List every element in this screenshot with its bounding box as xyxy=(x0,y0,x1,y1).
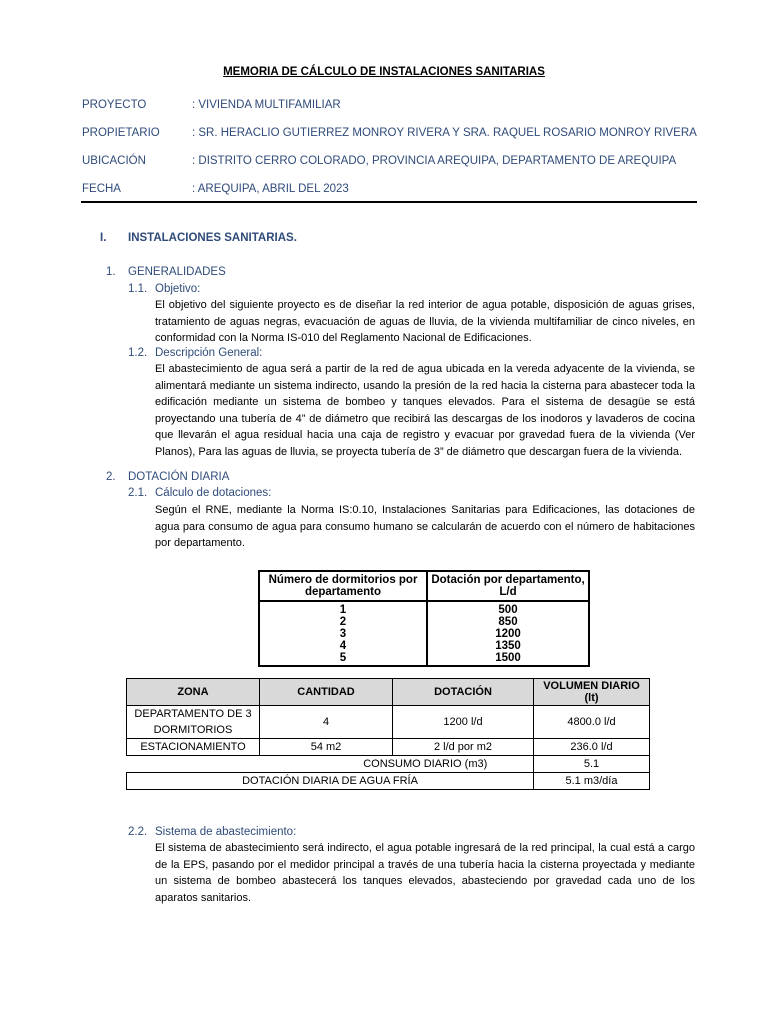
subsection-number: 1. xyxy=(106,266,116,278)
subsection-title: GENERALIDADES xyxy=(128,266,226,278)
dorm-cell: 1350 xyxy=(427,640,589,652)
dorm-cell: 2 xyxy=(259,616,427,628)
item-number: 2.1. xyxy=(128,487,148,499)
table-row xyxy=(259,628,589,640)
item-number: 1.2. xyxy=(128,347,148,359)
empty-cell xyxy=(127,756,260,773)
header-label: PROYECTO xyxy=(82,99,147,111)
header-divider xyxy=(81,201,697,203)
dormitorios-table xyxy=(258,570,590,667)
item-title: Objetivo: xyxy=(155,283,201,295)
dorm-header-dotacion: Dotación por departamento, L/d xyxy=(427,571,589,601)
dorm-header-dormitorios: Número de dormitorios por departamento xyxy=(259,571,427,601)
dorm-cell: 500 xyxy=(427,601,589,616)
dorm-cell: 3 xyxy=(259,628,427,640)
dorm-cell: 1 xyxy=(259,601,427,616)
table-row xyxy=(127,706,650,739)
paragraph-calculo: Según el RNE, mediante la Norma IS:0.10, Instalaciones Sanitarias para Edificaciones, las dotaciones de agua para consumo de agua para consumo humano se calcularán de acuerdo con el número de habitaciones por departamento. xyxy=(155,504,695,549)
section-number: I. xyxy=(100,232,107,244)
zona-cell: 2 l/d por m2 xyxy=(393,739,534,756)
table-row xyxy=(127,773,650,790)
document-title: MEMORIA DE CÁLCULO DE INSTALACIONES SANITARIAS xyxy=(223,66,545,78)
item-title: Descripción General: xyxy=(155,347,263,359)
table-row xyxy=(127,756,650,773)
header-label: FECHA xyxy=(82,183,121,195)
dorm-cell: 4 xyxy=(259,640,427,652)
item-title: Cálculo de dotaciones: xyxy=(155,487,272,499)
header-row-fecha xyxy=(82,183,349,195)
dotacion-label: DOTACIÓN DIARIA DE AGUA FRÍA xyxy=(127,773,534,790)
section-title: INSTALACIONES SANITARIAS. xyxy=(128,232,297,244)
header-value: : DISTRITO CERRO COLORADO, PROVINCIA AREQUIPA, DEPARTAMENTO DE AREQUIPA xyxy=(192,155,677,167)
zona-cell: 4 xyxy=(260,706,393,739)
dotacion-value: 5.1 m3/día xyxy=(534,773,650,790)
table-row xyxy=(259,640,589,652)
paragraph-abastecimiento: El sistema de abastecimiento será indirecto, el agua potable ingresará de la red principal, la cual está a cargo de la EPS, pasando por el medidor principal a través de una tubería hacia la cisterna proyectada y mediante un sistema de bombeo abastecerá los tanques elevados, abasteciendo por gravedad cada uno de los aparatos sanitarios. xyxy=(155,842,695,904)
header-value: : AREQUIPA, ABRIL DEL 2023 xyxy=(192,183,349,195)
zona-cell: 1200 l/d xyxy=(393,706,534,739)
header-row-ubicacion xyxy=(82,155,676,167)
zona-header: DOTACIÓN xyxy=(393,679,534,706)
header-row-propietario xyxy=(82,127,697,139)
item-number: 2.2. xyxy=(128,826,148,838)
table-row xyxy=(259,616,589,628)
dorm-cell: 1200 xyxy=(427,628,589,640)
dorm-cell: 5 xyxy=(259,652,427,666)
table-row xyxy=(127,739,650,756)
zona-cell: ESTACIONAMIENTO xyxy=(127,739,260,756)
zona-cell: 236.0 l/d xyxy=(534,739,650,756)
zona-cell: 54 m2 xyxy=(260,739,393,756)
table-row xyxy=(259,652,589,666)
table-row xyxy=(259,601,589,616)
zona-table xyxy=(126,678,650,790)
subsection-title: DOTACIÓN DIARIA xyxy=(128,471,230,483)
item-title: Sistema de abastecimiento: xyxy=(155,826,297,838)
zona-header: CANTIDAD xyxy=(260,679,393,706)
consumo-label: CONSUMO DIARIO (m3) xyxy=(363,758,488,770)
header-label: UBICACIÓN xyxy=(82,155,146,167)
dorm-cell: 1500 xyxy=(427,652,589,666)
header-value: : VIVIENDA MULTIFAMILIAR xyxy=(192,99,341,111)
item-number: 1.1. xyxy=(128,283,148,295)
zona-cell: DEPARTAMENTO DE 3 DORMITORIOS xyxy=(127,706,260,739)
paragraph-objetivo: El objetivo del siguiente proyecto es de diseñar la red interior de agua potable, disposición de aguas grises, tratamiento de aguas negras, evacuación de aguas de lluvia, de la vivienda multifamiliar de cinco niveles, en conformidad con la Norma IS-010 del Reglamento Nacional de Edificaciones. xyxy=(155,299,695,344)
zona-header: VOLUMEN DIARIO (lt) xyxy=(534,679,650,706)
subsection-number: 2. xyxy=(106,471,116,483)
header-label: PROPIETARIO xyxy=(82,127,160,139)
paragraph-descripcion: El abastecimiento de agua será a partir de la red de agua ubicada en la vereda adyacente de la vivienda, se alimentará mediante un sistema indirecto, usando la presión de la red hacia la cisterna para abastecer toda la edificación mediante un sistema de bombeo y tanques elevados. Para el sistema de desagüe se está proyectando una tubería de 4” de diámetro que recibirá las descargas de los inodoros y lavaderos de cocina que llevarán el agua residual hacia una caja de registro y evacuar por gravedad fuera de la vivienda (Ver Planos), Para las aguas de lluvia, se proyecta tubería de 3” de diámetro que descargan fuera de la vivienda. xyxy=(155,363,695,458)
consumo-value: 5.1 xyxy=(534,756,650,773)
header-row-proyecto xyxy=(82,99,341,111)
header-value: : SR. HERACLIO GUTIERREZ MONROY RIVERA Y SRA. RAQUEL ROSARIO MONROY RIVERA xyxy=(192,127,697,139)
zona-cell: 4800.0 l/d xyxy=(534,706,650,739)
dorm-cell: 850 xyxy=(427,616,589,628)
zona-header: ZONA xyxy=(127,679,260,706)
